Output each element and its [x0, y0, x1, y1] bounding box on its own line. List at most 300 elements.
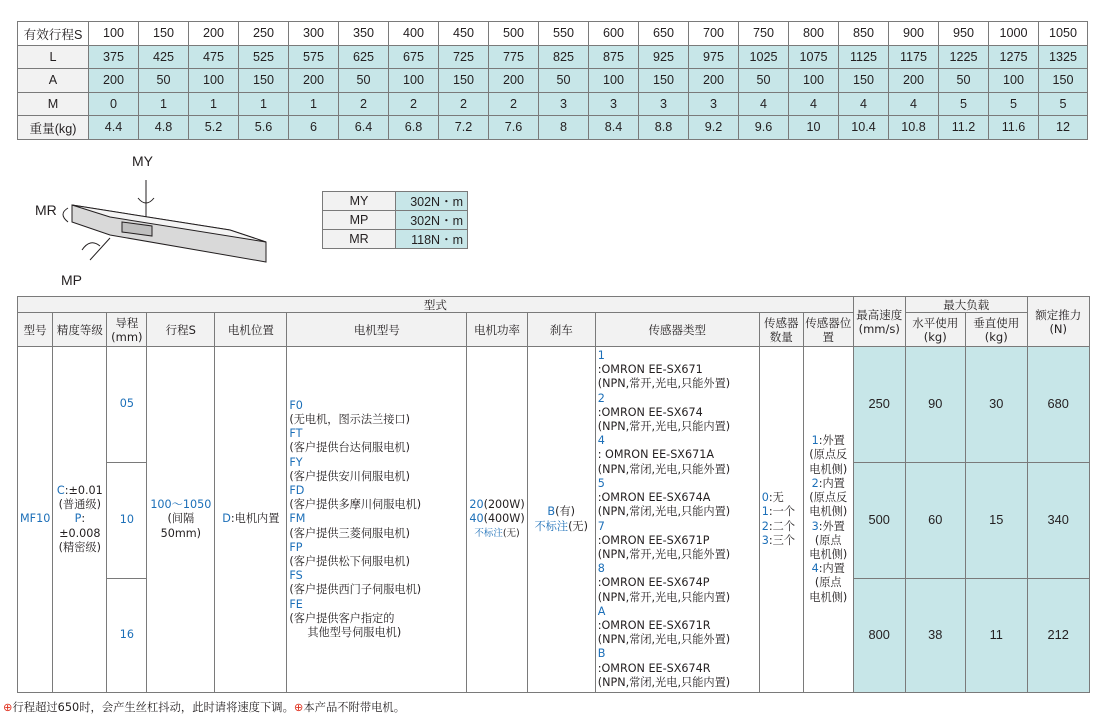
- sensor-qty-option-code: 3: [761, 533, 769, 547]
- brake-option: [530, 505, 593, 519]
- sensor-qty-option: [762, 534, 801, 548]
- sensor-position-option-text: :内置: [818, 562, 845, 576]
- sensor-qty-option-text: :三个: [768, 533, 796, 547]
- stroke-header: 350: [339, 22, 389, 46]
- sensor-qty-option-text: :无: [768, 491, 784, 505]
- sensor-option-text: (NPN,常闭,光电,只能内置): [597, 505, 731, 519]
- mp-label: MP: [61, 272, 82, 288]
- header-precision: 精度等级: [53, 313, 107, 347]
- stroke-value: 975: [689, 45, 739, 69]
- sensor-option-code: B: [597, 647, 606, 661]
- stroke-value: 1: [289, 92, 339, 116]
- sensor-option: [598, 591, 757, 605]
- stroke-value: 100: [989, 69, 1039, 93]
- sensor-position-option: [806, 520, 851, 534]
- stroke-header: 450: [439, 22, 489, 46]
- sensor-position-option-text: :外置: [818, 519, 845, 533]
- moment-value: 302N・m: [396, 192, 468, 211]
- motor-model-option: [289, 541, 464, 569]
- sensor-option: [598, 676, 757, 690]
- sensor-option-text: :OMRON EE-SX674R: [597, 661, 711, 675]
- motor-model-option-code: FE: [289, 597, 303, 611]
- motor-model-option: [289, 598, 464, 626]
- horizontal-load-16: 38: [905, 579, 965, 693]
- precision-option-code: C: [56, 483, 65, 497]
- motor-power-option-code: 20: [469, 498, 484, 512]
- sensor-position-option-text: 电机侧): [809, 590, 848, 604]
- stroke-row-label: M: [18, 92, 89, 116]
- model-table: [17, 296, 1090, 693]
- stroke-value: 150: [839, 69, 889, 93]
- motor-model-option: [289, 569, 464, 597]
- stroke-value: 5: [1039, 92, 1088, 116]
- motor-model-option-text: (客户提供多摩川伺服电机): [289, 498, 422, 512]
- sensor-option-code: 7: [597, 519, 605, 533]
- sensor-position-option-code: 1: [811, 434, 819, 448]
- stroke-value: 2: [389, 92, 439, 116]
- brake-cell: [527, 347, 595, 693]
- stroke-row-label: 重量(kg): [18, 116, 89, 140]
- sensor-option-code: 5: [597, 476, 605, 490]
- stroke-value: 1075: [789, 45, 839, 69]
- precision-option-text: (精密级): [58, 540, 101, 554]
- sensor-option-code: 1: [597, 349, 605, 363]
- warning-icon: ⊕: [3, 701, 13, 714]
- stroke-value: 4: [739, 92, 789, 116]
- sensor-qty-option: [762, 491, 801, 505]
- stroke-value: 4.8: [139, 116, 189, 140]
- stroke-header: 400: [389, 22, 439, 46]
- stroke-value: 5: [989, 92, 1039, 116]
- stroke-value: 1: [139, 92, 189, 116]
- stroke-value: 0: [89, 92, 139, 116]
- stroke-cell: [147, 347, 215, 693]
- thrust-16: 212: [1027, 579, 1089, 693]
- header-model: 型号: [18, 313, 53, 347]
- stroke-value: 625: [339, 45, 389, 69]
- motor-power-option-text: (400W): [483, 512, 525, 526]
- brake-option-code: B: [547, 505, 556, 519]
- precision-option-code: P: [74, 512, 82, 526]
- sensor-position-option-text: :内置: [818, 476, 845, 490]
- stroke-header: 600: [589, 22, 639, 46]
- warning-icon: ⊕: [293, 701, 304, 714]
- stroke-value: 375: [89, 45, 139, 69]
- sensor-option: [598, 434, 757, 462]
- sensor-option: [598, 505, 757, 519]
- stroke-range: 100～1050: [150, 498, 212, 512]
- stroke-value: 10: [789, 116, 839, 140]
- precision-option: [55, 541, 104, 555]
- motor-power-option-code: 40: [469, 512, 484, 526]
- motor-model-option-code: FM: [289, 512, 306, 526]
- stroke-header: 750: [739, 22, 789, 46]
- stroke-value: 5.2: [189, 116, 239, 140]
- moment-diagram: [30, 150, 290, 290]
- motor-model-option-code: FP: [289, 540, 303, 554]
- stroke-value: 150: [639, 69, 689, 93]
- sensor-position-option-text: (原点: [814, 576, 842, 590]
- moment-value: 302N・m: [396, 211, 468, 230]
- header-sensor-position: 传感器位置: [803, 313, 853, 347]
- sensor-position-option-text: (原点反: [809, 491, 848, 505]
- moment-key: MP: [323, 211, 396, 230]
- sensor-qty-option-code: 2: [761, 519, 769, 533]
- sensor-option-text: (NPN,常闭,光电,只能内置): [597, 675, 731, 689]
- stroke-value: 1225: [939, 45, 989, 69]
- stroke-value: 5.6: [239, 116, 289, 140]
- stroke-value: 775: [489, 45, 539, 69]
- sensor-option-code: 2: [597, 391, 605, 405]
- stroke-value: 50: [739, 69, 789, 93]
- stroke-value: 875: [589, 45, 639, 69]
- motor-power-option-code: 不标注: [474, 527, 503, 539]
- stroke-value: 3: [689, 92, 739, 116]
- stroke-value: 6.8: [389, 116, 439, 140]
- stroke-row-label: L: [18, 45, 89, 69]
- sensor-option-text: :OMRON EE-SX671P: [597, 533, 710, 547]
- stroke-value: 8.4: [589, 116, 639, 140]
- sensor-option-text: :OMRON EE-SX671R: [597, 618, 711, 632]
- stroke-value: 8: [539, 116, 589, 140]
- stroke-header: 250: [239, 22, 289, 46]
- sensor-position-option: [806, 434, 851, 448]
- stroke-value: 725: [439, 45, 489, 69]
- sensor-position-option-text: 电机侧): [809, 547, 848, 561]
- precision-option: [55, 498, 104, 512]
- stroke-header: 550: [539, 22, 589, 46]
- sensor-option-code: 4: [597, 434, 605, 448]
- stroke-value: 9.6: [739, 116, 789, 140]
- sensor-option-text: : OMRON EE-SX671A: [597, 448, 714, 462]
- vertical-load-10: 15: [965, 463, 1027, 579]
- stroke-value: 150: [439, 69, 489, 93]
- sensor-type-cell: [595, 347, 759, 693]
- sensor-position-option: [806, 491, 851, 505]
- header-lead: 导程(mm): [107, 313, 147, 347]
- motor-power-option-text: (200W): [483, 498, 525, 512]
- stroke-value: 100: [789, 69, 839, 93]
- mp-axis: [90, 238, 110, 260]
- stroke-value: 4: [789, 92, 839, 116]
- moment-value: 118N・m: [396, 230, 468, 249]
- precision-option-text: :±0.01: [64, 483, 103, 497]
- sensor-qty-option-code: 0: [761, 491, 769, 505]
- stroke-value: 6.4: [339, 116, 389, 140]
- precision-cell: [53, 347, 107, 693]
- motor-model-option-text: (客户提供安川伺服电机): [289, 469, 410, 483]
- sensor-option: [598, 392, 757, 420]
- stroke-value: 1: [189, 92, 239, 116]
- sensor-option-text: :OMRON EE-SX674P: [597, 576, 710, 590]
- stroke-interval: (间隔50mm): [160, 512, 202, 540]
- stroke-header: 900: [889, 22, 939, 46]
- header-sensor-type: 传感器类型: [595, 313, 759, 347]
- sensor-position-option-code: 3: [811, 519, 819, 533]
- sensor-position-option-text: (原点反: [809, 448, 848, 462]
- sensor-option: [598, 633, 757, 647]
- mp-rotation-arrow: [82, 243, 100, 250]
- stroke-value: 2: [489, 92, 539, 116]
- motor-model-option-code: FD: [289, 483, 305, 497]
- horizontal-load-05: 90: [905, 347, 965, 463]
- stroke-header: 950: [939, 22, 989, 46]
- header-max-speed: 最高速度(mm/s): [853, 297, 905, 347]
- motor-model-option-code: F0: [289, 398, 303, 412]
- thrust-10: 340: [1027, 463, 1089, 579]
- stroke-spec-table: [17, 21, 1088, 140]
- lead-05: 05: [107, 347, 147, 463]
- stroke-header-label: 有效行程S: [18, 22, 89, 46]
- motor-model-option-code: FY: [289, 455, 303, 469]
- header-rated-thrust: 额定推力(N): [1027, 297, 1089, 347]
- speed-10: 500: [853, 463, 905, 579]
- motor-position-code: D: [222, 512, 231, 526]
- header-motor-power: 电机功率: [467, 313, 527, 347]
- sensor-qty-option: [762, 505, 801, 519]
- stroke-value: 7.2: [439, 116, 489, 140]
- vertical-load-05: 30: [965, 347, 1027, 463]
- sensor-option-text: :OMRON EE-SX674: [597, 405, 703, 419]
- header-max-load: 最大负载: [905, 297, 1027, 313]
- stroke-header: 1050: [1039, 22, 1088, 46]
- motor-model-cell: [287, 347, 467, 693]
- header-motor-model: 电机型号: [287, 313, 467, 347]
- stroke-value: 11.6: [989, 116, 1039, 140]
- stroke-value: 200: [689, 69, 739, 93]
- stroke-header: 500: [489, 22, 539, 46]
- sensor-qty-option: [762, 520, 801, 534]
- model-code: MF10: [18, 347, 53, 693]
- header-brake: 刹车: [527, 313, 595, 347]
- precision-option-text: (普通级): [58, 498, 101, 512]
- speed-05: 250: [853, 347, 905, 463]
- sensor-option-text: :OMRON EE-SX671: [597, 363, 703, 377]
- sensor-position-option: [806, 534, 851, 548]
- stroke-value: 4.4: [89, 116, 139, 140]
- stroke-value: 4: [839, 92, 889, 116]
- sensor-position-option-code: 2: [811, 476, 819, 490]
- stroke-value: 3: [539, 92, 589, 116]
- footnote-note-2: 本产品不附带电机。: [303, 701, 406, 714]
- sensor-position-option: [806, 505, 851, 519]
- motor-model-option: [289, 399, 464, 427]
- motor-model-option: [289, 512, 464, 540]
- sensor-option-text: (NPN,常开,光电,只能内置): [597, 590, 731, 604]
- brake-option-code: 不标注: [534, 519, 569, 533]
- sensor-position-option: [806, 477, 851, 491]
- motor-model-option: [289, 626, 464, 640]
- stroke-value: 1175: [889, 45, 939, 69]
- vertical-load-16: 11: [965, 579, 1027, 693]
- sensor-option: [598, 377, 757, 391]
- stroke-value: 4: [889, 92, 939, 116]
- stroke-value: 100: [589, 69, 639, 93]
- stroke-value: 12: [1039, 116, 1088, 140]
- mr-label: MR: [35, 202, 57, 218]
- stroke-value: 200: [889, 69, 939, 93]
- motor-model-option: [289, 456, 464, 484]
- stroke-value: 11.2: [939, 116, 989, 140]
- sensor-position-option-code: 4: [811, 562, 819, 576]
- stroke-header: 800: [789, 22, 839, 46]
- stroke-value: 925: [639, 45, 689, 69]
- stroke-value: 3: [639, 92, 689, 116]
- sensor-option-text: :OMRON EE-SX674A: [597, 491, 711, 505]
- stroke-value: 5: [939, 92, 989, 116]
- sensor-position-option: [806, 463, 851, 477]
- sensor-qty-option-text: :二个: [768, 519, 796, 533]
- stroke-header: 100: [89, 22, 139, 46]
- stroke-row-label: A: [18, 69, 89, 93]
- header-horizontal-load: 水平使用(kg): [905, 313, 965, 347]
- stroke-value: 50: [539, 69, 589, 93]
- footnote-note-1: 行程超过650时，会产生丝杠抖动，此时请将速度下调。: [12, 701, 294, 714]
- stroke-header: 700: [689, 22, 739, 46]
- stroke-value: 1325: [1039, 45, 1088, 69]
- stroke-value: 825: [539, 45, 589, 69]
- sensor-option-text: (NPN,常闭,光电,只能外置): [597, 633, 731, 647]
- motor-model-option-code: FS: [289, 569, 303, 583]
- motor-power-cell: [467, 347, 527, 693]
- stroke-value: 50: [339, 69, 389, 93]
- motor-model-option-text: (客户提供三菱伺服电机): [289, 526, 410, 540]
- motor-model-option-text: (无电机，图示法兰接口): [289, 412, 410, 426]
- sensor-option: [598, 647, 757, 675]
- stroke-value: 425: [139, 45, 189, 69]
- motor-model-option-text: (客户提供松下伺服电机): [289, 555, 410, 568]
- sensor-option: [598, 548, 757, 562]
- motor-power-option-text: (无): [502, 527, 520, 539]
- sensor-option-code: 8: [597, 562, 605, 576]
- sensor-position-option-text: 电机侧): [809, 505, 848, 519]
- sensor-option: [598, 605, 757, 633]
- sensor-position-option: [806, 562, 851, 576]
- stroke-value: 10.8: [889, 116, 939, 140]
- moment-key: MR: [323, 230, 396, 249]
- stroke-header: 150: [139, 22, 189, 46]
- header-vertical-load: 垂直使用(kg): [965, 313, 1027, 347]
- stroke-value: 2: [339, 92, 389, 116]
- sensor-option-code: A: [597, 604, 606, 618]
- stroke-value: 200: [89, 69, 139, 93]
- stroke-value: 10.4: [839, 116, 889, 140]
- sensor-position-cell: [803, 347, 853, 693]
- stroke-value: 150: [239, 69, 289, 93]
- sensor-option: [598, 420, 757, 434]
- stroke-value: 50: [939, 69, 989, 93]
- stroke-value: 1275: [989, 45, 1039, 69]
- stroke-value: 3: [589, 92, 639, 116]
- stroke-header: 1000: [989, 22, 1039, 46]
- brake-option: [530, 520, 593, 534]
- header-stroke: 行程S: [147, 313, 215, 347]
- lead-16: 16: [107, 579, 147, 693]
- brake-option-text: (有): [555, 505, 576, 519]
- motor-position-text: :电机内置: [230, 512, 280, 526]
- stroke-value: 9.2: [689, 116, 739, 140]
- stroke-value: 1125: [839, 45, 889, 69]
- precision-option: [55, 512, 104, 540]
- sensor-option-text: (NPN,常闭,光电,只能外置): [597, 462, 731, 476]
- sensor-option: [598, 463, 757, 477]
- stroke-value: 2: [439, 92, 489, 116]
- sensor-position-option: [806, 576, 851, 590]
- sensor-option: [598, 349, 757, 377]
- motor-model-option-text: (客户提供台达伺服电机): [289, 441, 410, 455]
- stroke-value: 475: [189, 45, 239, 69]
- sensor-position-option: [806, 448, 851, 462]
- sensor-option-text: (NPN,常开,光电,只能内置): [597, 420, 731, 434]
- stroke-value: 100: [389, 69, 439, 93]
- horizontal-load-10: 60: [905, 463, 965, 579]
- motor-model-option-text: (客户提供西门子伺服电机): [289, 583, 422, 597]
- sensor-option-text: (NPN,常开,光电,只能外置): [597, 377, 731, 391]
- stroke-value: 525: [239, 45, 289, 69]
- sensor-position-option: [806, 548, 851, 562]
- sensor-position-option: [806, 591, 851, 605]
- sensor-qty-option-code: 1: [761, 505, 769, 519]
- sensor-qty-cell: [759, 347, 803, 693]
- precision-option: [55, 484, 104, 498]
- moment-table: [322, 191, 468, 249]
- motor-model-option-text: 其他型号伺服电机): [307, 626, 402, 640]
- sensor-position-option-text: (原点: [814, 533, 842, 547]
- stroke-header: 850: [839, 22, 889, 46]
- stroke-value: 7.6: [489, 116, 539, 140]
- lead-10: 10: [107, 463, 147, 579]
- stroke-value: 675: [389, 45, 439, 69]
- stroke-value: 150: [1039, 69, 1088, 93]
- brake-option-text: (无): [568, 519, 588, 533]
- sensor-option: [598, 520, 757, 548]
- motor-model-option: [289, 484, 464, 512]
- header-type: 型式: [18, 297, 854, 313]
- motor-power-option: [469, 512, 524, 526]
- stroke-value: 1025: [739, 45, 789, 69]
- stroke-header: 200: [189, 22, 239, 46]
- stroke-value: 8.8: [639, 116, 689, 140]
- speed-16: 800: [853, 579, 905, 693]
- motor-power-option: [469, 498, 524, 512]
- thrust-05: 680: [1027, 347, 1089, 463]
- sensor-position-option-text: :外置: [818, 434, 845, 448]
- header-motor-position: 电机位置: [215, 313, 287, 347]
- stroke-value: 6: [289, 116, 339, 140]
- mr-rotation-arrow: [63, 208, 68, 222]
- stroke-value: 200: [289, 69, 339, 93]
- motor-position-cell: [215, 347, 287, 693]
- motor-power-option: [469, 527, 524, 541]
- stroke-value: 50: [139, 69, 189, 93]
- stroke-value: 200: [489, 69, 539, 93]
- my-label: MY: [132, 153, 153, 169]
- sensor-position-option-text: 电机侧): [809, 462, 848, 476]
- precision-option-text: :±0.008: [59, 512, 101, 540]
- sensor-option-text: (NPN,常开,光电,只能外置): [597, 547, 731, 561]
- sensor-option: [598, 477, 757, 505]
- header-sensor-qty: 传感器数量: [759, 313, 803, 347]
- motor-model-option-code: FT: [289, 427, 303, 441]
- motor-model-option: [289, 427, 464, 455]
- footnote: [3, 699, 405, 715]
- stroke-value: 1: [239, 92, 289, 116]
- stroke-header: 650: [639, 22, 689, 46]
- stroke-value: 100: [189, 69, 239, 93]
- stroke-value: 575: [289, 45, 339, 69]
- sensor-qty-option-text: :一个: [768, 505, 796, 519]
- stroke-header: 300: [289, 22, 339, 46]
